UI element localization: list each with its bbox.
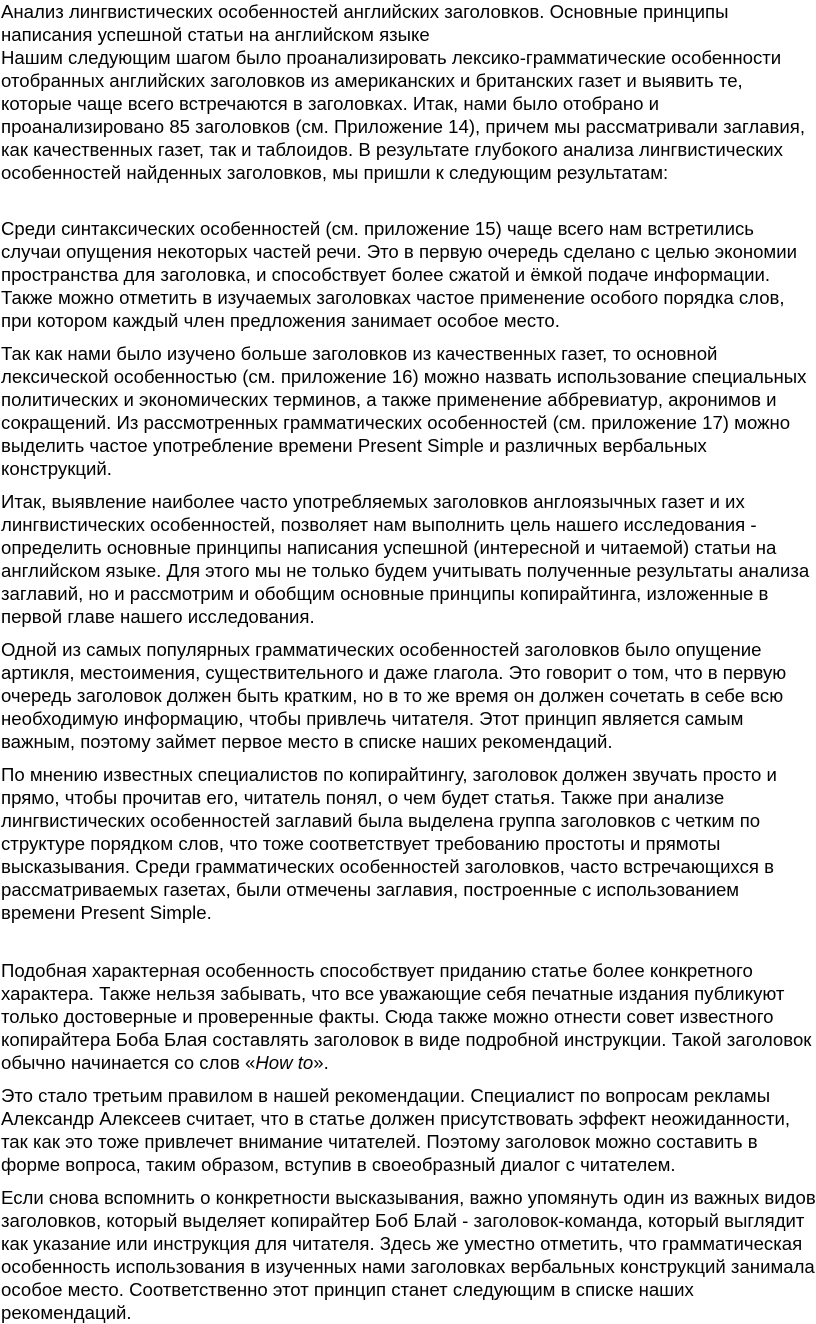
- paragraph-how-to-text: Подобная характерная особенность способствует приданию статье более конкретного характера. Также нельзя забывать, что все уважающие себя печатные издания публикуют только достоверные и проверенные факты. Сюда также можно отнести совет известного копирайтера Боба Блая составлять заголовок в виде подробной инструкции. Такой заголовок обычно начинается со слов «: [1, 960, 812, 1073]
- paragraph-goal: Итак, выявление наиболее часто употребляемых заголовков англоязычных газет и их лингвистических особенностей, позволяет нам выполнить цель нашего исследования - определить основные принципы написания успешной (интересной и читаемой) статьи на английском языке. Для этого мы не только будем учитывать полученные результаты анализа заглавий, но и рассмотрим и обобщим основные принципы копирайтинга, изложенные в первой главе нашего исследования.: [1, 491, 810, 627]
- how-to-phrase: How to: [255, 1052, 314, 1073]
- paragraph-second-principle: По мнению известных специалистов по копирайтингу, заголовок должен звучать просто и прямо, чтобы прочитав его, читатель понял, о чем будет статья. Также при анализе лингвистических особенностей заглавий была выделена группа заголовков с четким по структуре порядком слов, что тоже соответствует требованию простоты и прямоты высказывания. Среди грамматических особенностей заголовков, часто встречающихся в рассматриваемых газетах, были отмечены заглавия, построенные с использованием времени Present Simple.: [1, 764, 777, 923]
- paragraph-lexical: Так как нами было изучено больше заголовков из качественных газет, то основной лексической особенностью (см. приложение 16) можно назвать использование специальных политических и экономических терминов, а также применение аббревиатур, акронимов и сокращений. Из рассмотренных грамматических особенностей (см. приложение 17) можно выделить частое употребление времени Present Simple и различных вербальных конструкций.: [1, 343, 807, 479]
- document-title: Анализ лингвистических особенностей английских заголовков. Основные принципы написания успешной статьи на английском языке: [1, 1, 729, 45]
- intro-paragraph: Нашим следующим шагом было проанализировать лексико-грамматические особенности отобранных английских заголовков из американских и британских газет и выявить те, которые чаще всего встречаются в заголовках. Итак, нами было отобрано и проанализировано 85 заголовков (см. Приложение 14), причем мы рассматривали заглавия, как качественных газет, так и таблоидов. В результате глубокого анализа лингвистических особенностей найденных заголовков, мы пришли к следующим результатам:: [1, 47, 806, 183]
- paragraph-first-principle: Одной из самых популярных грамматических особенностей заголовков было опущение артикля, местоимения, существительного и даже глагола. Это говорит о том, что в первую очередь заголовок должен быть кратким, но в то же время он должен сочетать в себе всю необходимую информацию, чтобы привлечь читателя. Этот принцип является самым важным, поэтому займет первое место в списке наших рекомендаций.: [1, 639, 787, 752]
- paragraph-third-rule: Это стало третьим правилом в нашей рекомендации. Специалист по вопросам рекламы Александр Алексеев считает, что в статье должен присутствовать эффект неожиданности, так как это тоже привлечет внимание читателей. Поэтому заголовок можно составить в форме вопроса, таким образом, вступив в своеобразный диалог с читателем.: [1, 1085, 791, 1175]
- paragraph-command-headline: Если снова вспомнить о конкретности высказывания, важно упомянуть один из важных видов заголовков, который выделяет копирайтер Боб Блай - заголовок-команда, который выглядит как указание или инструкция для читателя. Здесь же уместно отметить, что грамматическая особенность использования в изученных нами заголовках вербальных конструкций занимала особое место. Соответственно этот принцип станет следующим в списке наших рекомендаций.: [1, 1187, 816, 1323]
- paragraph-how-to: [1, 959, 816, 1074]
- paragraph-how-to-end: ».: [313, 1052, 329, 1073]
- paragraph-syntax: Среди синтаксических особенностей (см. приложение 15) чаще всего нам встретились случаи опущения некоторых частей речи. Это в первую очередь сделано с целью экономии пространства для заголовка, и способствует более сжатой и ёмкой подаче информации. Также можно отметить в изучаемых заголовках частое применение особого порядка слов, при котором каждый член предложения занимает особое место.: [1, 218, 797, 331]
